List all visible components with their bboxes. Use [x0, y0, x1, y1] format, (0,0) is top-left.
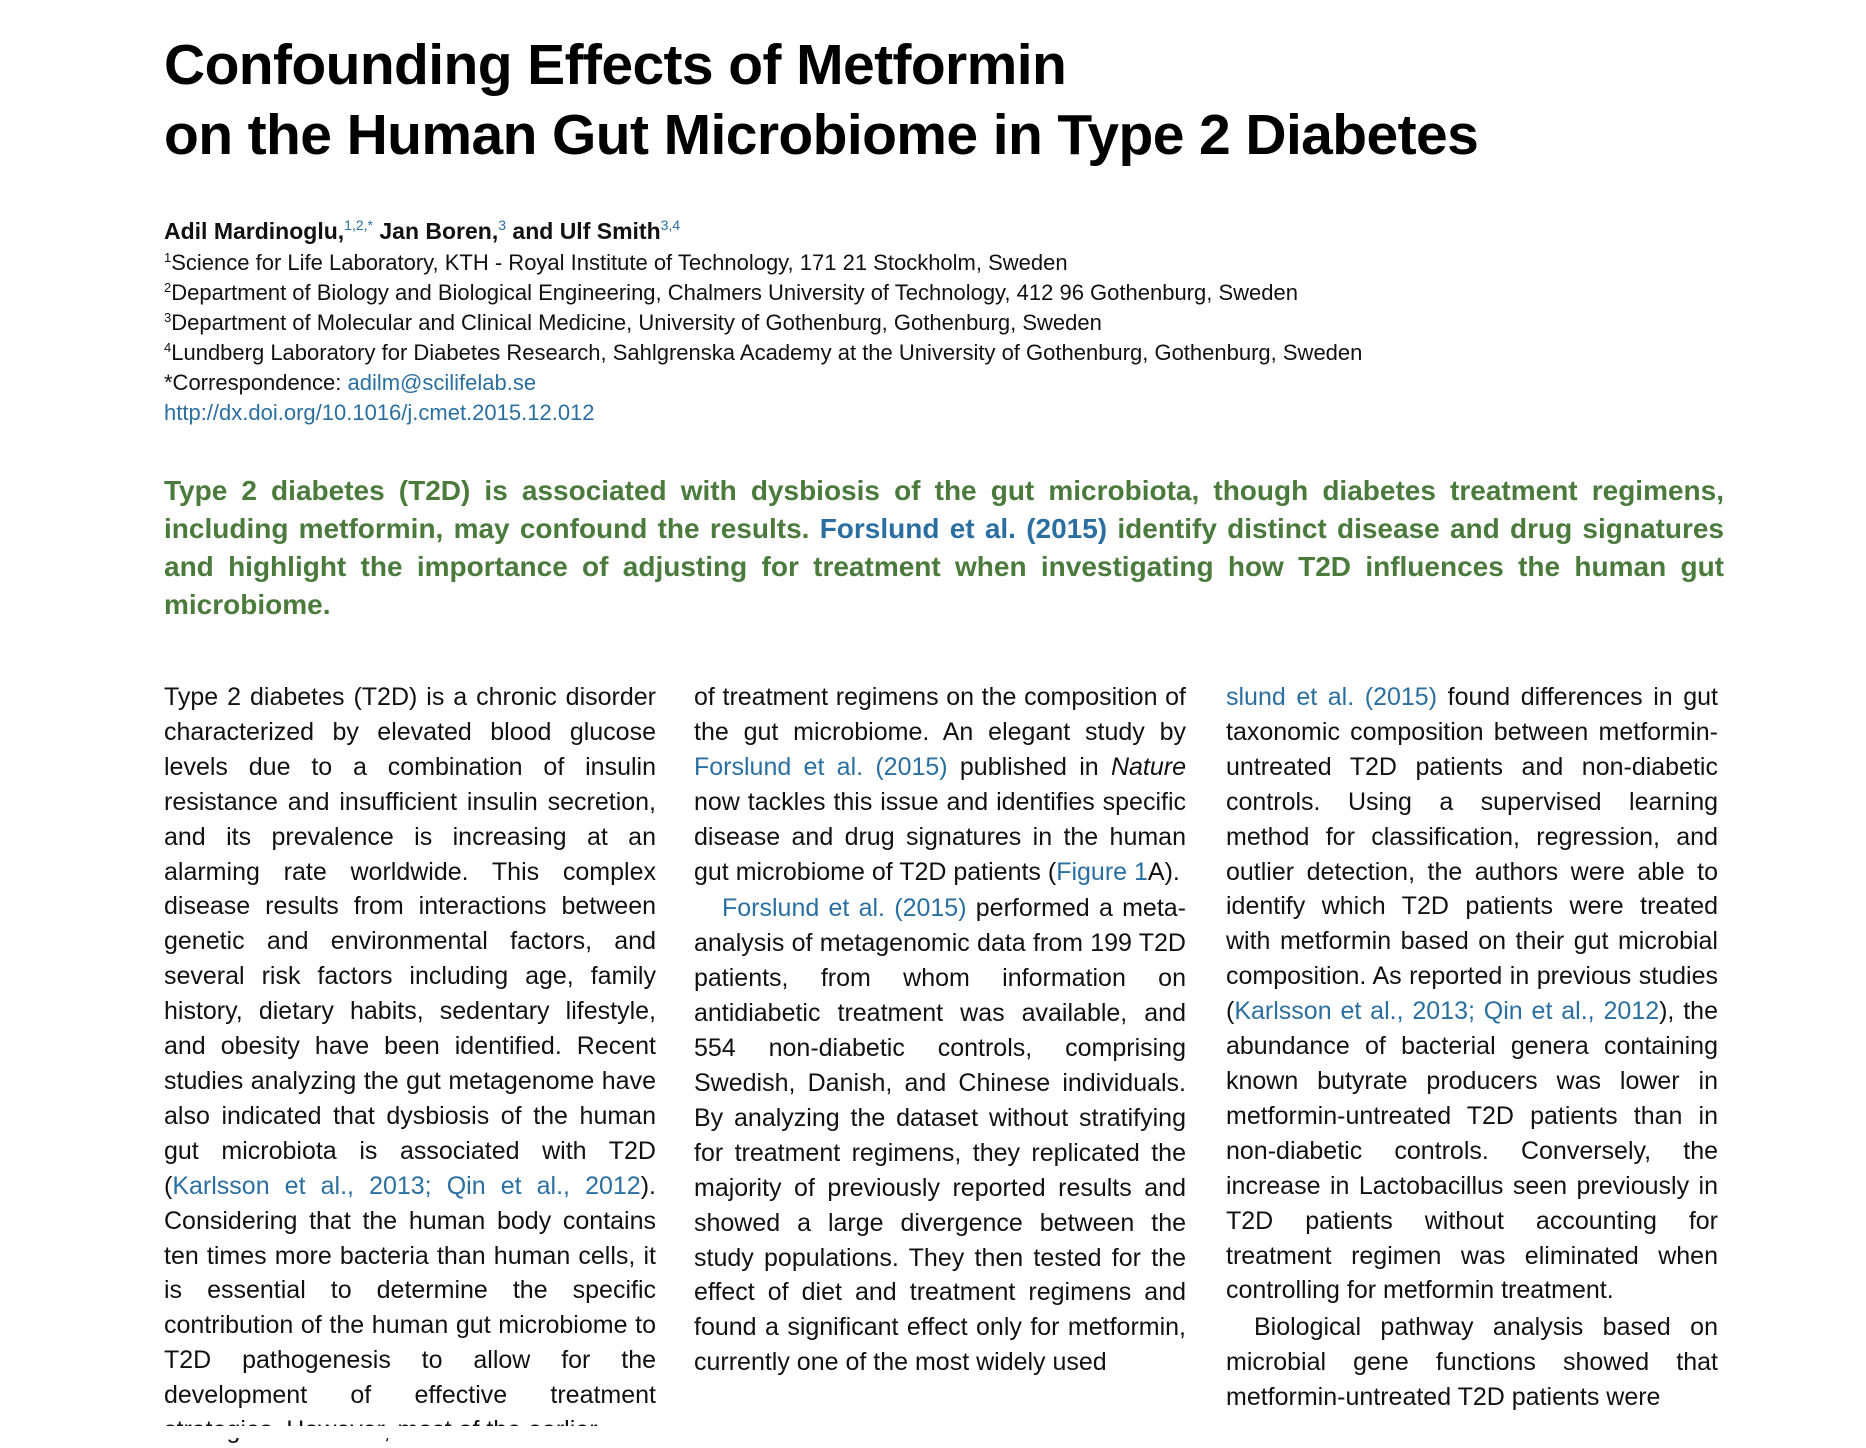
- doi: [164, 398, 1804, 428]
- author-affiliation-marker[interactable]: 3: [498, 217, 507, 233]
- affiliation-number: 4: [164, 340, 172, 355]
- body-paragraph: [694, 891, 1186, 1380]
- body-text: A).: [1147, 857, 1180, 886]
- body-text: published in: [947, 752, 1111, 781]
- affiliation-text: Lundberg Laboratory for Diabetes Research, Sahlgrenska Academy at the University of Gothenburg, Gothenburg, Sweden: [171, 340, 1363, 365]
- body-text: performed a meta-analysis of metagenomic data from 199 T2D patients, from whom information on antidiabetic treatment was available, and 554 non-diabetic controls, comprising Swedish, Danish, and Chinese individuals. By analyzing the dataset without stratifying for treatment regimens, they replicated the majority of previously reported results and showed a large divergence between the study populations. They then tested for the effect of diet and treatment regimens and found a significant effect only for metformin, currently one of the most widely used: [694, 894, 1186, 1377]
- affiliation-item: [164, 308, 1804, 338]
- citation-link[interactable]: Forslund et al. (2015): [694, 752, 948, 781]
- correspondence: [164, 368, 1804, 398]
- body-text: ). Considering that the human body contains ten times more bacteria than human cells, it is essential to determine the specific contribution of the human gut microbiome to T2D pathogenesis to allow for the development of effective treatment: [164, 1171, 656, 1410]
- title-line-1: Confounding Effects of Metformin: [164, 33, 1067, 97]
- affiliation-list: [164, 248, 1804, 428]
- correspondence-email-link[interactable]: adilm@scilifelab.se: [347, 370, 537, 395]
- body-text: Biological pathway analysis based on microbial gene functions showed that metformin-untreated T2D patients were: [1226, 1313, 1718, 1412]
- body-column-2: [694, 680, 1186, 1380]
- citation-link[interactable]: Karlsson et al., 2013; Qin et al., 2012: [1234, 997, 1660, 1026]
- body-column-3: [1226, 680, 1718, 1415]
- correspondence-label: *Correspondence:: [164, 370, 342, 395]
- summary-abstract: [164, 472, 1724, 624]
- affiliation-number: 2: [164, 280, 172, 295]
- citation-link[interactable]: Karlsson et al., 2013; Qin et al., 2012: [172, 1171, 641, 1200]
- affiliation-text: Department of Molecular and Clinical Medicine, University of Gothenburg, Gothenburg, Sweden: [171, 310, 1102, 335]
- body-text: now tackles this issue and identifies specific disease and drug signatures in the human gut microbiome of T2D patients (: [694, 787, 1186, 886]
- page-bottom-edge: [0, 1426, 1866, 1438]
- body-text: Type 2 diabetes (T2D) is a chronic disorder characterized by elevated blood glucose levels due to a combination of insulin resistance and insufficient insulin secretion, and its prevalence is increasing at an alarming rate worldwide. This complex disease results from interactions between genetic and environmental factors, and several risk factors including age, family history, dietary habits, sedentary lifestyle, and obesity have been identified. Recent studies analyzing the gut metagenome have also indicated that dysbiosis of the human gut microbiota is associated with T2D (: [164, 683, 656, 1200]
- body-paragraph: [1226, 680, 1718, 1308]
- body-paragraph: [164, 680, 656, 1448]
- affiliation-number: 1: [164, 250, 172, 265]
- affiliation-number: 3: [164, 310, 172, 325]
- affiliation-item: [164, 248, 1804, 278]
- title-line-2: on the Human Gut Microbiome in Type 2 Diabetes: [164, 103, 1479, 167]
- affiliation-item: [164, 338, 1804, 368]
- body-text: ), the abundance of bacterial genera containing known butyrate producers was lower in metformin-untreated T2D patients than in non-diabetic controls. Conversely, the increase in Lactobacillus seen previously in T2D patients without accounting for treatment regimen was eliminated when controlling for metformin treatment.: [1226, 997, 1718, 1305]
- author-name: Jan Boren,: [379, 218, 499, 244]
- doi-link[interactable]: http://dx.doi.org/10.1016/j.cmet.2015.12.012: [164, 400, 595, 425]
- citation-link[interactable]: Forslund et al. (2015): [819, 513, 1108, 544]
- author-affiliation-marker[interactable]: 3,4: [660, 217, 681, 233]
- figure-link[interactable]: Figure 1: [1056, 857, 1148, 886]
- citation-link[interactable]: Forslund et al. (2015): [722, 894, 967, 923]
- author-name: Adil Mardinoglu,: [164, 218, 345, 244]
- author-name: and Ulf Smith: [512, 218, 661, 244]
- body-paragraph: [1226, 1310, 1718, 1415]
- body-text: of treatment regimens on the composition of the gut microbiome. An elegant study by: [694, 683, 1186, 746]
- author-list: [164, 216, 1764, 246]
- body-text: found differences in gut taxonomic composition between metformin-untreated T2D patients and non-diabetic controls. Using a supervised learning method for classification, regression, and outlier detection, the authors were able to identify which T2D patients were treated with metformin based on their gut microbial composition. As reported in previous studies (: [1226, 683, 1718, 1026]
- body-paragraph: [694, 680, 1186, 889]
- affiliation-item: [164, 278, 1804, 308]
- article-title: [164, 30, 1724, 170]
- body-column-1: [164, 680, 656, 1448]
- affiliation-text: Science for Life Laboratory, KTH - Royal Institute of Technology, 171 21 Stockholm, Sweden: [171, 250, 1068, 275]
- citation-link[interactable]: slund et al. (2015): [1226, 683, 1438, 711]
- author-affiliation-marker[interactable]: 1,2,*: [344, 217, 373, 233]
- affiliation-text: Department of Biology and Biological Engineering, Chalmers University of Technology, 412 96 Gothenburg, Sweden: [171, 280, 1298, 305]
- journal-name: Nature: [1110, 752, 1186, 781]
- summary-text: identify distinct disease and drug signatures and highlight the importance of adjusting for treatment when investigating how T2D influences the human gut microbiome.: [164, 513, 1725, 620]
- summary-text: Type 2 diabetes (T2D) is associated with dysbiosis of the gut microbiota, though diabetes treatment regimens, including metformin, may confound the results.: [164, 475, 1724, 544]
